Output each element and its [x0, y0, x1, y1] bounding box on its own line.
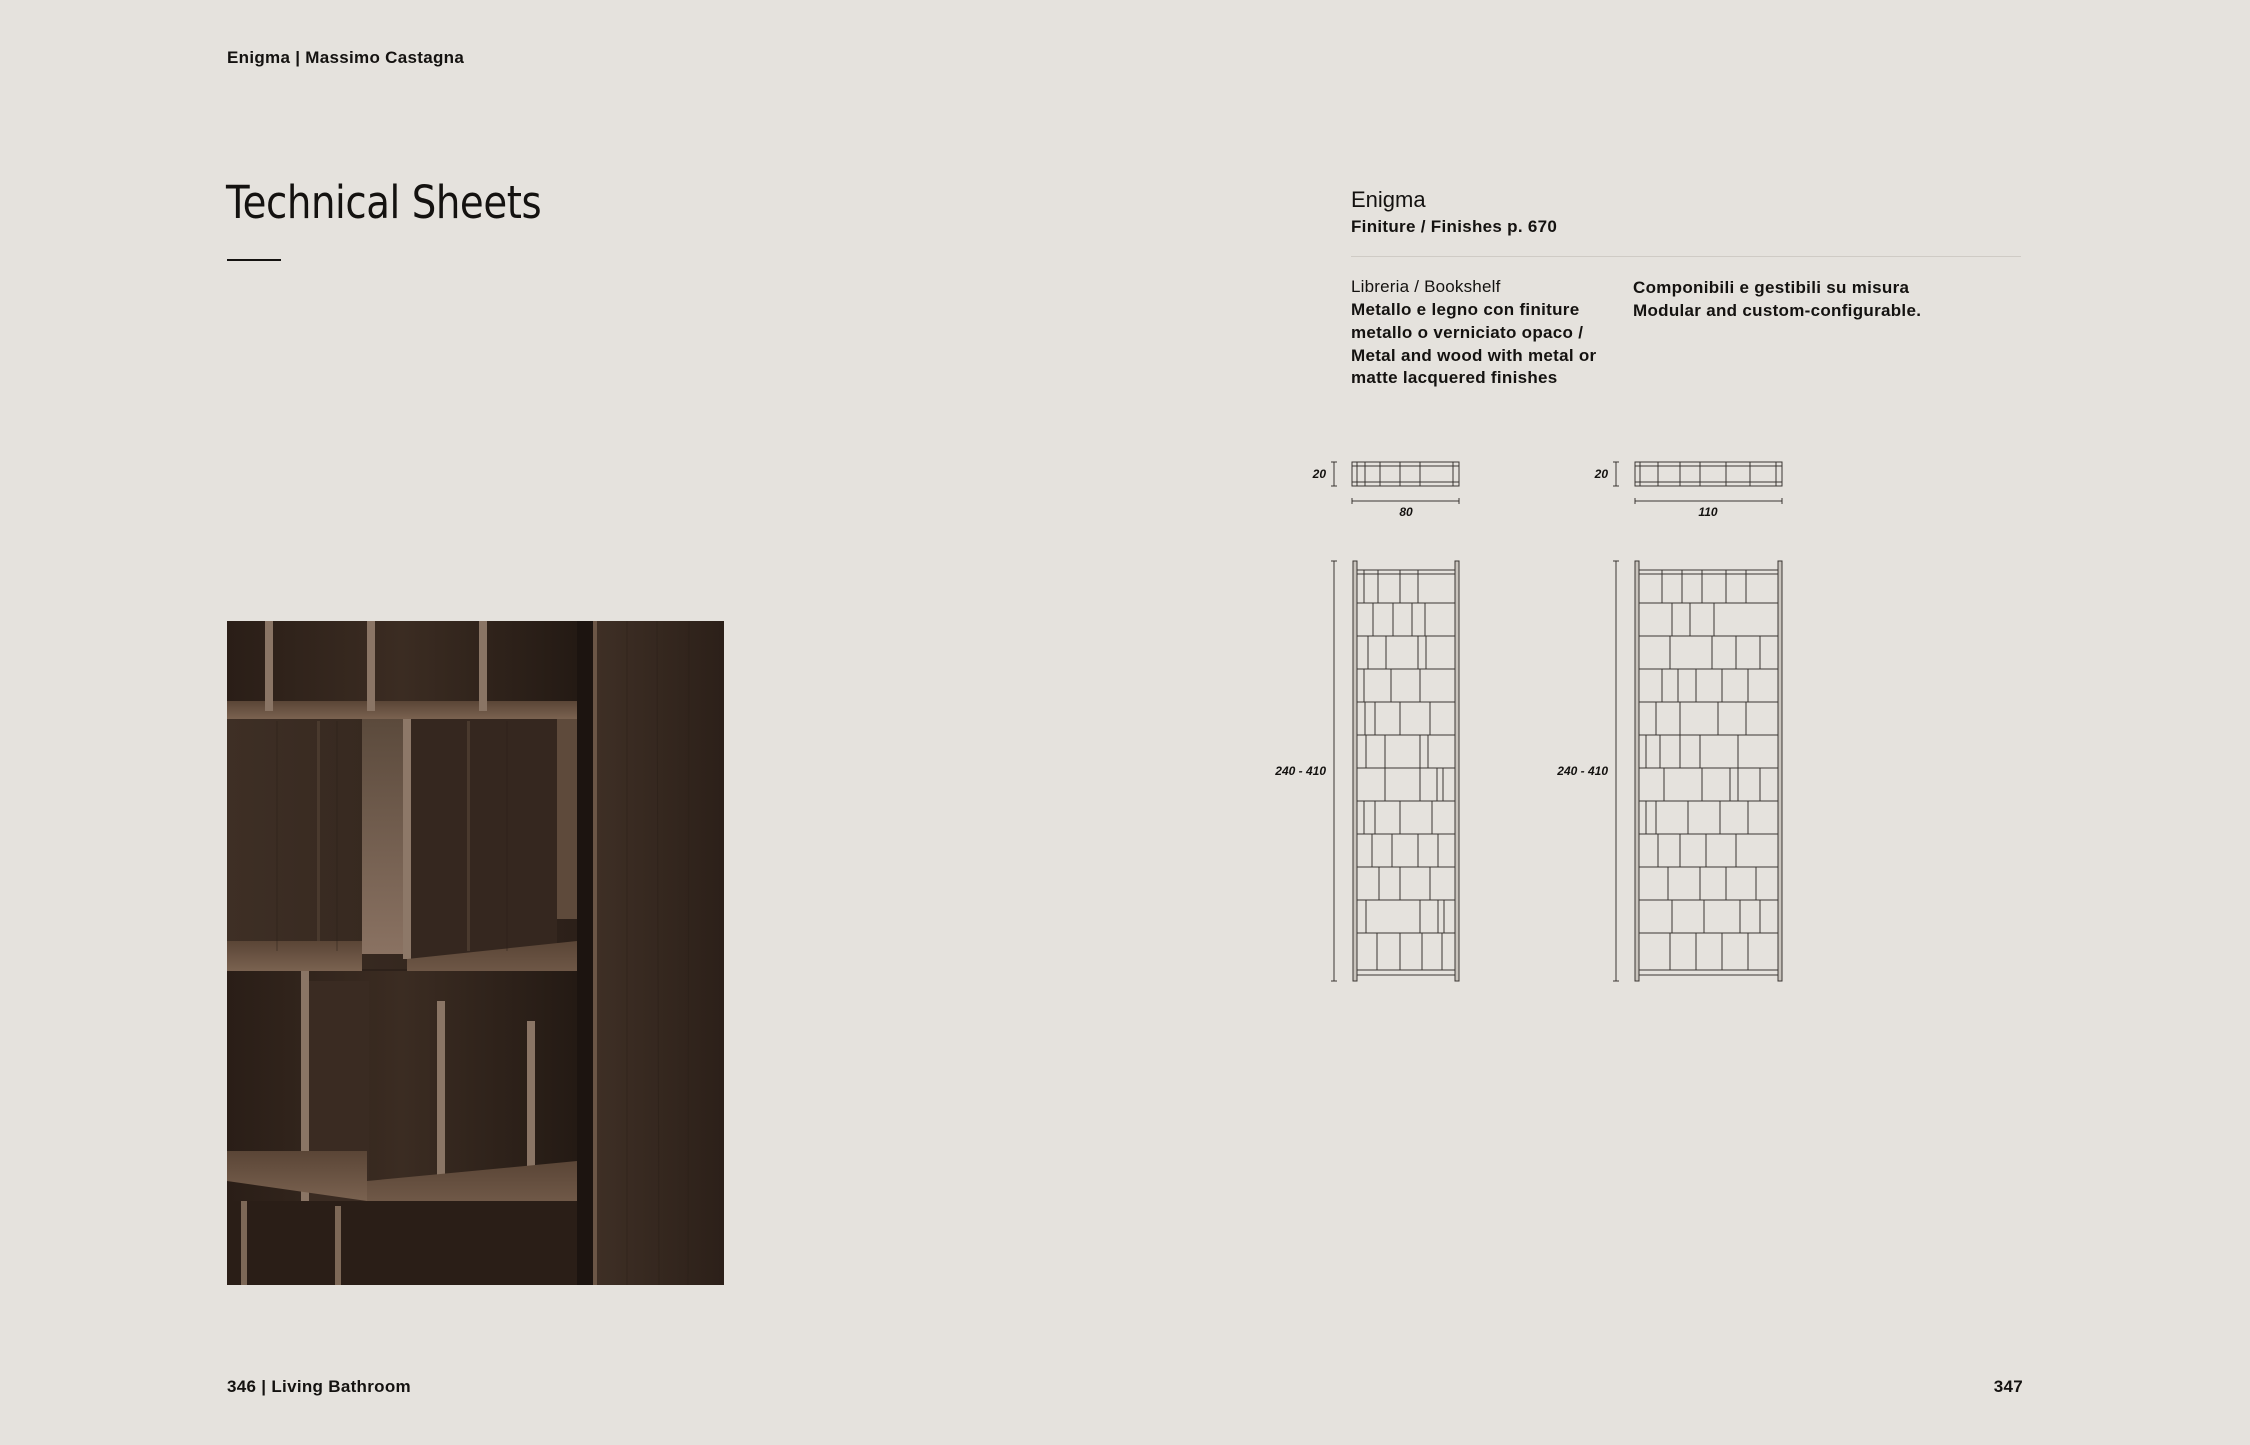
product-finishes: Finiture / Finishes p. 670: [1351, 217, 1558, 236]
technical-drawings: [1260, 450, 1800, 990]
product-notes: [1633, 277, 2033, 323]
left-elevation-view: [1353, 561, 1459, 981]
footer-page-left: 346 | Living Bathroom: [227, 1377, 411, 1396]
left-plan-view: [1352, 462, 1459, 486]
product-name: Enigma: [1351, 187, 1426, 212]
footer-page-right: 347: [1993, 1377, 2023, 1396]
notes-english: Modular and custom-configurable.: [1633, 300, 1922, 320]
right-plan-view: [1635, 462, 1782, 486]
right-width-label: 110: [1698, 505, 1718, 519]
right-elevation-view: [1635, 561, 1782, 981]
left-depth-label: 20: [1312, 467, 1326, 481]
running-header: Enigma | Massimo Castagna: [227, 48, 465, 67]
page-title: Technical Sheets: [226, 176, 542, 229]
product-type: Libreria / Bookshelf: [1351, 277, 1501, 296]
notes-italian: Componibili e gestibili su misura: [1633, 278, 1910, 297]
title-underline: [227, 259, 281, 261]
right-height-label: 240 - 410: [1557, 764, 1608, 778]
product-description: Metallo e legno con finiture metallo o verniciato opaco / Metal and wood with metal or matte lacquered finishes: [1351, 300, 1597, 388]
right-depth-label: 20: [1594, 467, 1608, 481]
product-photo: [227, 621, 724, 1285]
left-width-label: 80: [1399, 505, 1413, 519]
left-height-label: 240 - 410: [1275, 764, 1326, 778]
spec-divider: [1351, 256, 2021, 257]
